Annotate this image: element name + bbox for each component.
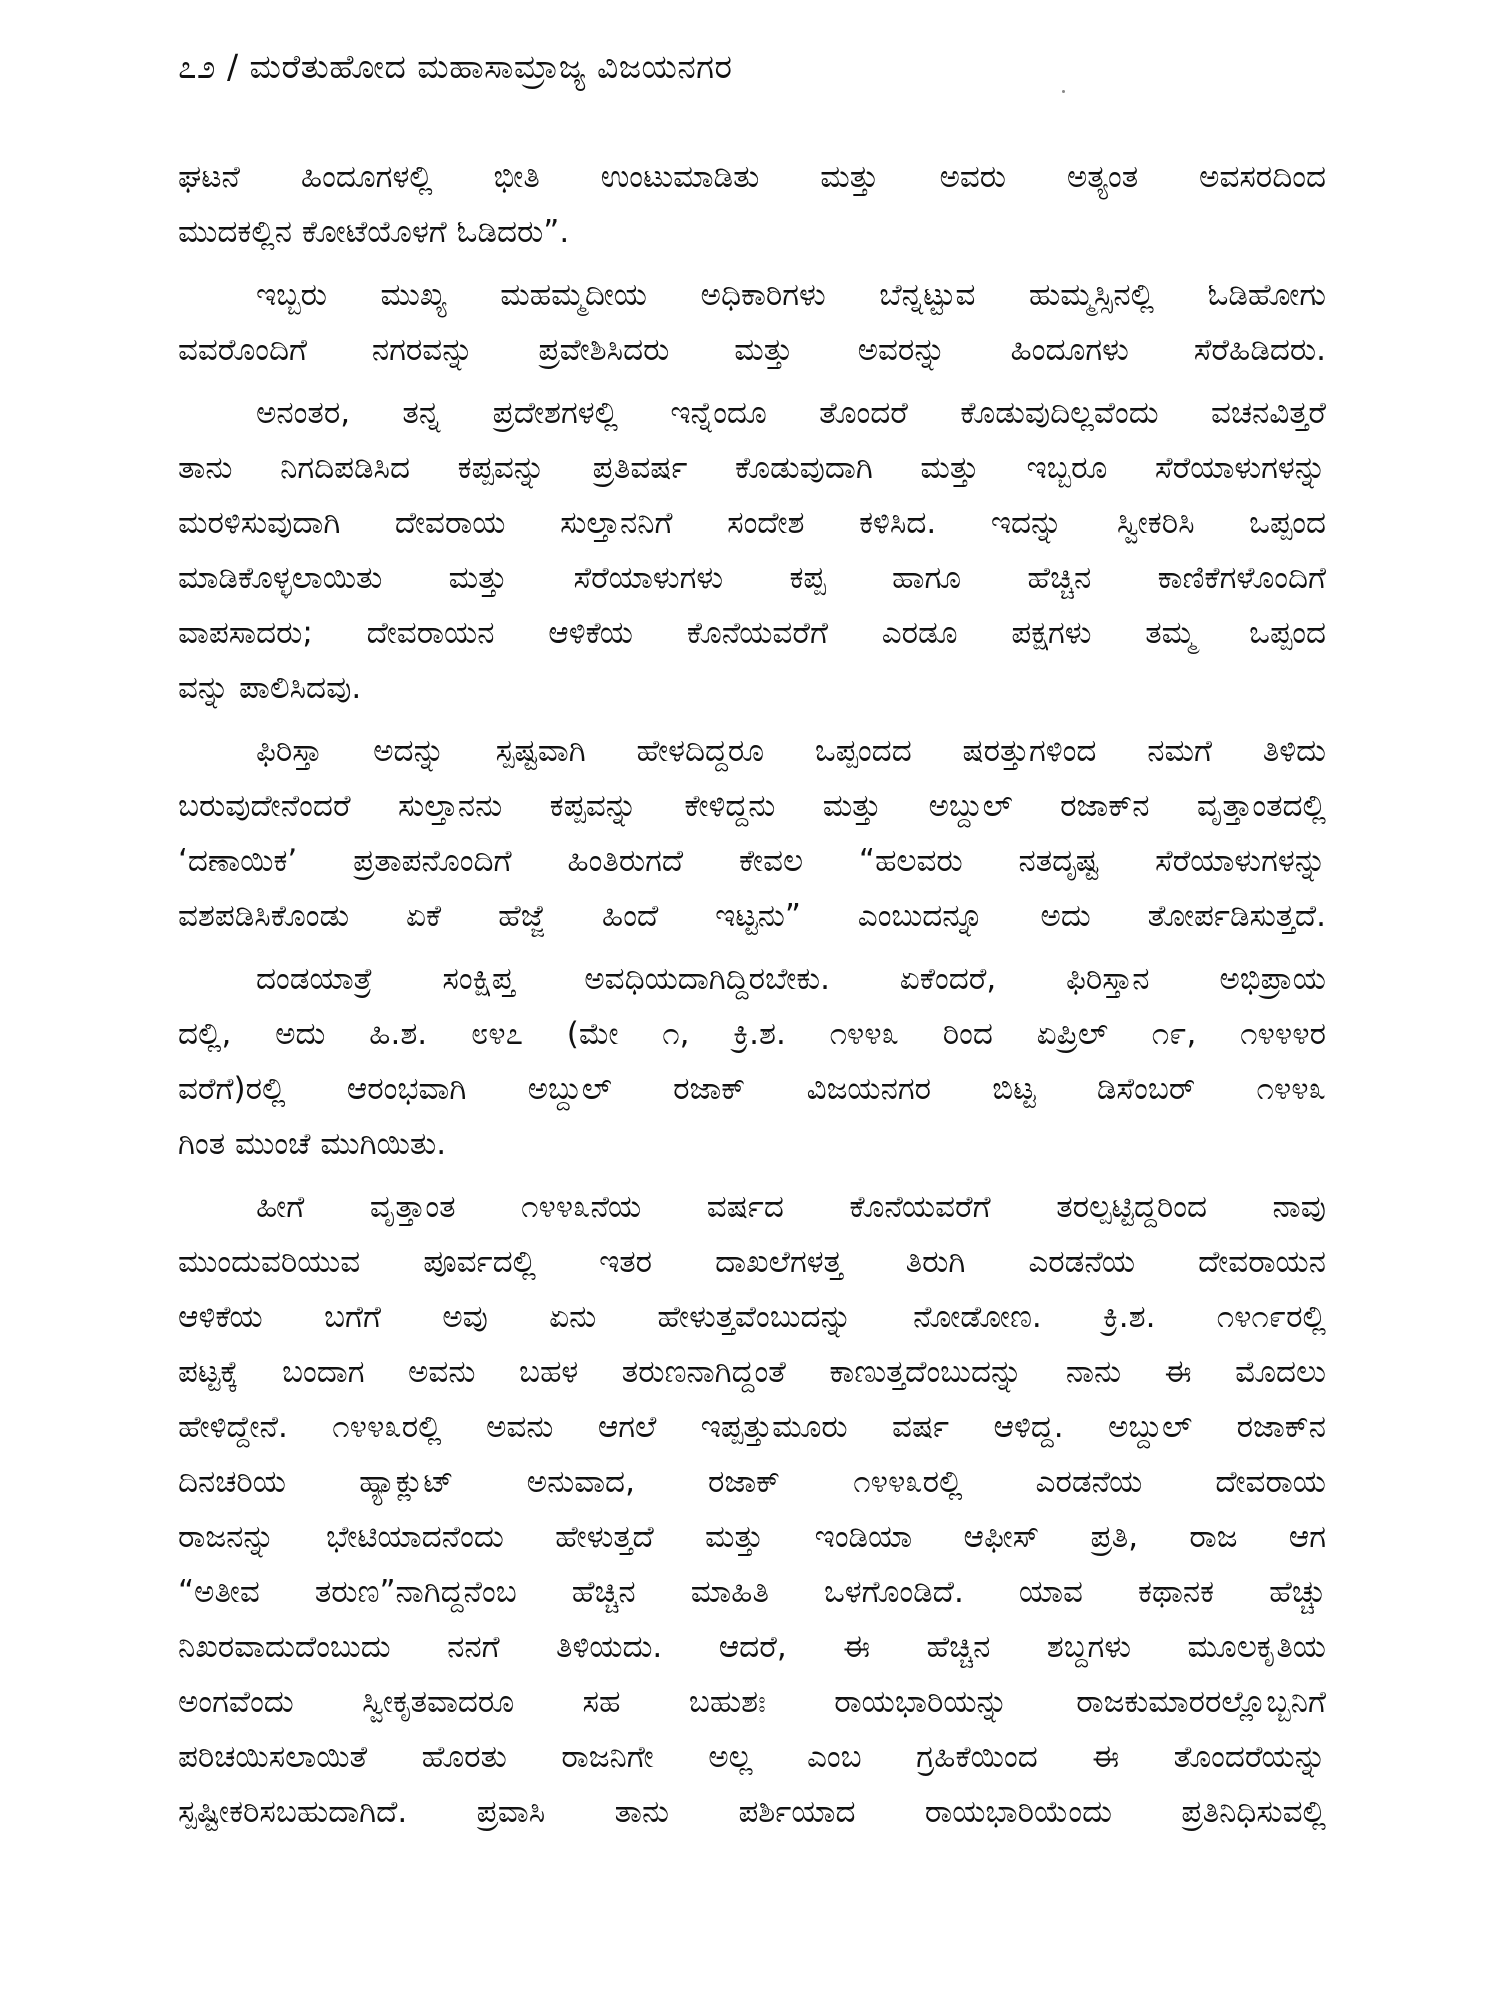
text-line: ತಾನು ನಿಗದಿಪಡಿಸಿದ ಕಪ್ಪವನ್ನು ಪ್ರತಿವರ್ಷ ಕೊಡುವುದಾಗಿ ಮತ್ತು ಇಬ್ಬರೂ ಸೆರೆಯಾಳುಗಳನ್ನು <box>178 450 1326 486</box>
text-line: ಆಳಿಕೆಯ ಬಗೆಗೆ ಅವು ಏನು ಹೇಳುತ್ತವೆಂಬುದನ್ನು ನೋಡೋಣ. ಕ್ರಿ.ಶ. ೧೪೧೯ರಲ್ಲಿ <box>178 1299 1326 1335</box>
text-line: ವಶಪಡಿಸಿಕೊಂಡು ಏಕೆ ಹೆಜ್ಜೆ ಹಿಂದೆ ಇಟ್ಟನು” ಎಂಬುದನ್ನೂ ಅದು ತೋರ್ಪಡಿಸುತ್ತದೆ. <box>178 898 1326 934</box>
text-line: ವಾಪಸಾದರು; ದೇವರಾಯನ ಆಳಿಕೆಯ ಕೊನೆಯವರೆಗೆ ಎರಡೂ ಪಕ್ಷಗಳು ತಮ್ಮ ಒಪ್ಪಂದ <box>178 615 1326 651</box>
text-line: ಹೇಳಿದ್ದೇನೆ. ೧೪೪೩ರಲ್ಲಿ ಅವನು ಆಗಲೆ ಇಪ್ಪತ್ತುಮೂರು ವರ್ಷ ಆಳಿದ್ದ. ಅಬ್ದುಲ್ ರಜಾಕ್‌ನ <box>178 1409 1326 1445</box>
text-line: ಫಿರಿಸ್ತಾ ಅದನ್ನು ಸ್ಪಷ್ಟವಾಗಿ ಹೇಳದಿದ್ದರೂ ಒಪ್ಪಂದದ ಷರತ್ತುಗಳಿಂದ ನಮಗೆ ತಿಳಿದು <box>256 733 1326 769</box>
text-line: ದಿನಚರಿಯ ಹ್ಯಾಕ್ಲುಟ್ ಅನುವಾದ, ರಜಾಕ್ ೧೪೪೩ರಲ್ಲಿ ಎರಡನೆಯ ದೇವರಾಯ <box>178 1464 1326 1500</box>
text-line: ಮರಳಿಸುವುದಾಗಿ ದೇವರಾಯ ಸುಲ್ತಾನನಿಗೆ ಸಂದೇಶ ಕಳಿಸಿದ. ಇದನ್ನು ಸ್ವೀಕರಿಸಿ ಒಪ್ಪಂದ <box>178 505 1326 541</box>
text-line: ಸ್ಪಷ್ಟೀಕರಿಸಬಹುದಾಗಿದೆ. ಪ್ರವಾಸಿ ತಾನು ಪರ್ಶಿಯಾದ ರಾಯಭಾರಿಯೆಂದು ಪ್ರತಿನಿಧಿಸುವಲ್ಲಿ <box>178 1794 1326 1830</box>
text-line: ಬರುವುದೇನೆಂದರೆ ಸುಲ್ತಾನನು ಕಪ್ಪವನ್ನು ಕೇಳಿದ್ದನು ಮತ್ತು ಅಬ್ದುಲ್ ರಜಾಕ್‌ನ ವೃತ್ತಾಂತದಲ್ಲಿ <box>178 788 1326 824</box>
paragraph <box>178 1180 1326 1840</box>
text-line: ಮುಂದುವರಿಯುವ ಪೂರ್ವದಲ್ಲಿ ಇತರ ದಾಖಲೆಗಳತ್ತ ತಿರುಗಿ ಎರಡನೆಯ ದೇವರಾಯನ <box>178 1244 1326 1280</box>
text-line: ಅನಂತರ, ತನ್ನ ಪ್ರದೇಶಗಳಲ್ಲಿ ಇನ್ನೆಂದೂ ತೊಂದರೆ ಕೊಡುವುದಿಲ್ಲವೆಂದು ವಚನವಿತ್ತರೆ <box>256 395 1326 431</box>
text-line: ರಾಜನನ್ನು ಭೇಟಿಯಾದನೆಂದು ಹೇಳುತ್ತದೆ ಮತ್ತು ಇಂಡಿಯಾ ಆಫೀಸ್ ಪ್ರತಿ, ರಾಜ ಆಗ <box>178 1519 1326 1555</box>
text-line: ಹೀಗೆ ವೃತ್ತಾಂತ ೧೪೪೩ನೆಯ ವರ್ಷದ ಕೊನೆಯವರೆಗೆ ತರಲ್ಪಟ್ಟಿದ್ದರಿಂದ ನಾವು <box>256 1189 1326 1225</box>
text-line: ವನ್ನು ಪಾಲಿಸಿದವು. <box>178 670 362 706</box>
text-line: ಅಂಗವೆಂದು ಸ್ವೀಕೃತವಾದರೂ ಸಹ ಬಹುಶಃ ರಾಯಭಾರಿಯನ್ನು ರಾಜಕುಮಾರರಲ್ಲೊಬ್ಬನಿಗೆ <box>178 1684 1326 1720</box>
text-line: ಗಿಂತ ಮುಂಚೆ ಮುಗಿಯಿತು. <box>178 1126 447 1162</box>
text-line: ದಂಡಯಾತ್ರೆ ಸಂಕ್ಷಿಪ್ತ ಅವಧಿಯದಾಗಿದ್ದಿರಬೇಕು. ಏಕೆಂದರೆ, ಫಿರಿಸ್ತಾನ ಅಭಿಪ್ರಾಯ <box>256 961 1326 997</box>
paragraph <box>178 386 1326 716</box>
text-line: ಇಬ್ಬರು ಮುಖ್ಯ ಮಹಮ್ಮದೀಯ ಅಧಿಕಾರಿಗಳು ಬೆನ್ನಟ್ಟುವ ಹುಮ್ಮಸ್ಸಿನಲ್ಲಿ ಓಡಿಹೋಗು <box>256 277 1326 313</box>
text-line: ಪಟ್ಟಕ್ಕೆ ಬಂದಾಗ ಅವನು ಬಹಳ ತರುಣನಾಗಿದ್ದಂತೆ ಕಾಣುತ್ತದೆಂಬುದನ್ನು ನಾನು ಈ ಮೊದಲು <box>178 1354 1326 1390</box>
text-line: ‘ದಣಾಯಿಕ’ ಪ್ರತಾಪನೊಂದಿಗೆ ಹಿಂತಿರುಗದೆ ಕೇವಲ “ಹಲವರು ನತದೃಷ್ಟ ಸೆರೆಯಾಳುಗಳನ್ನು <box>178 843 1326 879</box>
text-line: ದಲ್ಲಿ, ಅದು ಹಿ.ಶ. ೮೪೭ (ಮೇ ೧, ಕ್ರಿ.ಶ. ೧೪೪೩ ರಿಂದ ಏಪ್ರಿಲ್ ೧೯, ೧೪೪೪ರ <box>178 1016 1326 1052</box>
text-line: ನಿಖರವಾದುದೆಂಬುದು ನನಗೆ ತಿಳಿಯದು. ಆದರೆ, ಈ ಹೆಚ್ಚಿನ ಶಬ್ದಗಳು ಮೂಲಕೃತಿಯ <box>178 1629 1326 1665</box>
scan-speck <box>1062 90 1065 93</box>
paragraph <box>178 724 1326 944</box>
body-text <box>178 150 1326 1848</box>
text-line: ವವರೊಂದಿಗೆ ನಗರವನ್ನು ಪ್ರವೇಶಿಸಿದರು ಮತ್ತು ಅವರನ್ನು ಹಿಂದೂಗಳು ಸೆರೆಹಿಡಿದರು. <box>178 332 1326 368</box>
paragraph <box>178 268 1326 378</box>
text-line: ಮಾಡಿಕೊಳ್ಳಲಾಯಿತು ಮತ್ತು ಸೆರೆಯಾಳುಗಳು ಕಪ್ಪ ಹಾಗೂ ಹೆಚ್ಚಿನ ಕಾಣಿಕೆಗಳೊಂದಿಗೆ <box>178 560 1326 596</box>
paragraph <box>178 150 1326 260</box>
text-line: ವರೆಗೆ)ರಲ್ಲಿ ಆರಂಭವಾಗಿ ಅಬ್ದುಲ್ ರಜಾಕ್ ವಿಜಯನಗರ ಬಿಟ್ಟ ಡಿಸೆಂಬರ್ ೧೪೪೩ <box>178 1071 1326 1107</box>
running-head: ೭೨ / ಮರೆತುಹೋದ ಮಹಾಸಾಮ್ರಾಜ್ಯ ವಿಜಯನಗರ <box>178 47 733 86</box>
text-line: ಮುದಕಲ್ಲಿನ ಕೋಟೆಯೊಳಗೆ ಓಡಿದರು”. <box>178 214 570 250</box>
text-line: ಘಟನೆ ಹಿಂದೂಗಳಲ್ಲಿ ಭೀತಿ ಉಂಟುಮಾಡಿತು ಮತ್ತು ಅವರು ಅತ್ಯಂತ ಅವಸರದಿಂದ <box>178 159 1326 195</box>
paragraph <box>178 952 1326 1172</box>
text-line: ಪರಿಚಯಿಸಲಾಯಿತೆ ಹೊರತು ರಾಜನಿಗೇ ಅಲ್ಲ ಎಂಬ ಗ್ರಹಿಕೆಯಿಂದ ಈ ತೊಂದರೆಯನ್ನು <box>178 1739 1326 1775</box>
text-line: “ಅತೀವ ತರುಣ”ನಾಗಿದ್ದನೆಂಬ ಹೆಚ್ಚಿನ ಮಾಹಿತಿ ಒಳಗೊಂಡಿದೆ. ಯಾವ ಕಥಾನಕ ಹೆಚ್ಚು <box>178 1574 1326 1610</box>
